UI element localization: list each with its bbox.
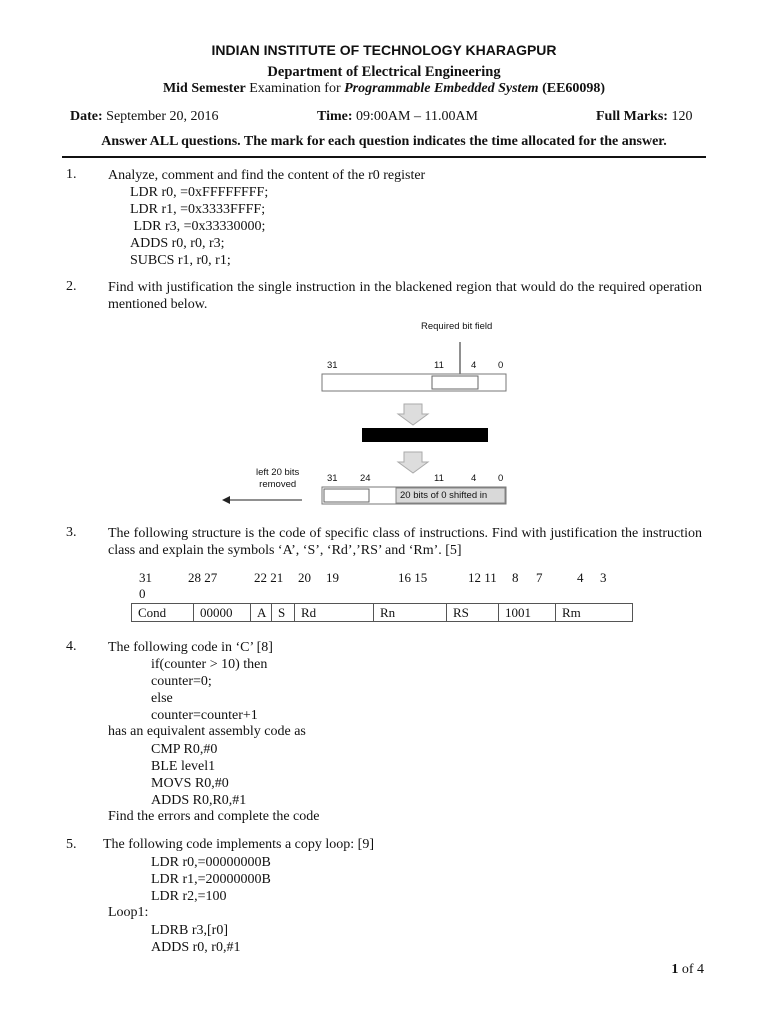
q5-number: 5.: [66, 837, 77, 852]
bit-label: 20: [298, 570, 311, 585]
bit-31-label-b: 31: [327, 473, 338, 484]
down-arrow-icon: [398, 404, 428, 425]
left-empty-box: [324, 489, 369, 502]
bit-label: 3: [600, 570, 607, 585]
exam-prefix: Mid Semester: [162, 81, 246, 96]
bit-0-label: 0: [498, 360, 504, 371]
field-rn: Rn: [374, 604, 447, 622]
course-name: Programmable Embedded System: [344, 81, 539, 96]
q2-number: 2.: [66, 279, 77, 294]
bit-4-label: 4: [471, 360, 477, 371]
bit-31-label: 31: [327, 360, 338, 371]
q1-text: Analyze, comment and find the content of the r0 register: [108, 168, 426, 183]
bit-label: 7: [536, 570, 543, 585]
q4-end-text: Find the errors and complete the code: [108, 809, 320, 824]
field-rs: RS: [447, 604, 499, 622]
department-name: Department of Electrical Engineering: [267, 64, 501, 80]
bit-label: 19: [326, 570, 339, 585]
instruction-format-table: [131, 603, 633, 622]
q4-asm-code: CMP R0,#0 BLE level1 MOVS R0,#0 ADDS R0,R0,#1: [151, 742, 247, 808]
q5-text: The following code implements a copy loop: [9]: [103, 837, 374, 852]
bit-label: 8: [512, 570, 519, 585]
bit-label: 22 21: [254, 570, 284, 585]
exam-mid: Examination for: [245, 81, 345, 96]
bit-label: 28 27: [188, 570, 218, 585]
q3-text: The following structure is the code of specific class of instructions. Find with justification the instruction class and explain the symbols ‘A’, ‘S’, ‘Rd’,’RS’ and ‘Rm’. [5]: [108, 526, 702, 558]
institute-name: INDIAN INSTITUTE OF TECHNOLOGY KHARAGPUR: [211, 42, 557, 58]
full-marks: Full Marks: 120: [596, 109, 693, 124]
bit-24-label-b: 24: [360, 473, 371, 484]
course-code: (EE60098): [538, 81, 606, 96]
exam-title: [0, 81, 768, 97]
field-s: S: [272, 604, 295, 622]
q4-number: 4.: [66, 639, 77, 654]
q4-text: The following code in ‘C’ [8]: [108, 640, 273, 655]
bit-label: 4: [577, 570, 584, 585]
q5-code-b: LDRB r3,[r0] ADDS r0, r0,#1: [151, 923, 241, 955]
q4-mid-text: has an equivalent assembly code as: [108, 724, 306, 739]
q1-code: LDR r0, =0xFFFFFFFF; LDR r1, =0x3333FFFF; LDR r3, =0x33330000; ADDS r0, r0, r3; SUBCS r1, r0, r1;: [130, 185, 269, 268]
left-bits-removed-label: left 20 bits removed: [256, 467, 300, 490]
bit-label: 12 11: [468, 570, 497, 585]
shifted-in-label: 20 bits of 0 shifted in: [400, 490, 488, 501]
field-rd: Rd: [295, 604, 374, 622]
down-arrow-icon: [398, 452, 428, 473]
left-arrow-icon: [220, 493, 305, 507]
field-rm: Rm: [556, 604, 633, 622]
bit-4-label-b: 4: [471, 473, 477, 484]
q3-number: 3.: [66, 525, 77, 540]
page-number: 1 of 4: [671, 962, 704, 977]
field-opcode: 00000: [194, 604, 251, 622]
bit-11-label: 11: [434, 360, 444, 371]
q4-c-code: if(counter > 10) then counter=0; else counter=counter+1: [151, 657, 268, 723]
bit-11-label-b: 11: [434, 473, 444, 484]
field-cond: Cond: [132, 604, 194, 622]
instructions: Answer ALL questions. The mark for each question indicates the time allocated for the answer.: [101, 134, 667, 149]
bit-label-zero: 0: [139, 586, 146, 601]
bit-0-label-b: 0: [498, 473, 504, 484]
bit-label: 16 15: [398, 570, 428, 585]
q5-loop-label: Loop1:: [108, 905, 149, 920]
q1-number: 1.: [66, 167, 77, 182]
field-a: A: [251, 604, 272, 622]
blackened-region: [362, 428, 488, 442]
required-bit-field-label: Required bit field: [421, 321, 493, 332]
exam-time: Time: 09:00AM – 11.00AM: [317, 109, 479, 124]
bit-label: 31: [139, 570, 152, 585]
exam-date: Date: September 20, 2016: [70, 109, 219, 124]
q2-text: Find with justification the single instruction in the blackened region that would do the required operation mentioned below.: [108, 280, 702, 312]
q5-code-a: LDR r0,=00000000B LDR r1,=20000000B LDR r2,=100: [151, 855, 271, 904]
field-1001: 1001: [499, 604, 556, 622]
bit-field-box: [432, 376, 478, 389]
header-divider: [62, 156, 706, 158]
